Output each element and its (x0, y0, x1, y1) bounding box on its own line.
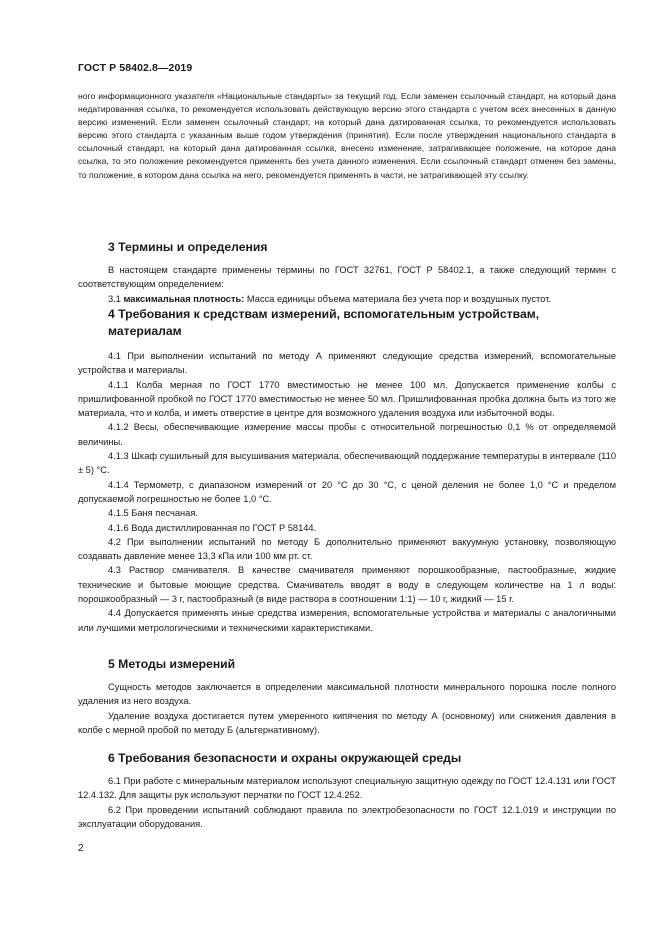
paragraph-4-1-5: 4.1.5 Баня песчаная. (108, 508, 198, 519)
intro-block (78, 90, 616, 182)
paragraph-4-3: 4.3 Раствор смачивателя. В качестве смачивателя применяют порошкообразные, пастообразные, жидкие технические и бытовые моющие средства. Смачиватель вводят в воду в следующем количестве на 1 л воды: порошкообразный — 3 г, пастообразный (в виде раствора в соотношении 1:1) — 10 г, жидкий — 15 г. (78, 565, 616, 605)
section-3-title: 3 Термины и определения (108, 240, 268, 254)
section-4-title-line2: материалам (108, 324, 182, 338)
term-name: максимальная плотность: (123, 293, 245, 304)
section-4 (78, 306, 616, 635)
paragraph-5-1: Сущность методов заключается в определении максимальной плотности минерального порошка после полного удаления из него воздуха. (78, 682, 616, 707)
section-4-title-line1: 4 Требования к средствам измерений, вспомогательным устройствам, (108, 307, 540, 321)
paragraph-6-2: 6.2 При проведении испытаний соблюдают правила по электробезопасности по ГОСТ 12.1.019 и инструкции по эксплуатации оборудования. (78, 804, 616, 829)
section-4-title (78, 306, 616, 340)
paragraph-4-1-6: 4.1.6 Вода дистиллированная по ГОСТ Р 58144. (108, 522, 317, 533)
paragraph-4-1-2: 4.1.2 Весы, обеспечивающие измерение массы пробы с относительной погрешностью 0,1 % от определяемой величины. (78, 422, 616, 447)
term-definition (78, 292, 616, 306)
paragraph-4-2: 4.2 При выполнении испытаний по методу Б дополнительно применяют вакуумную установку, позволяющую создавать давление менее 13,3 кПа или 100 мм рт. ст. (78, 536, 616, 562)
paragraph-4-1-1: 4.1.1 Колба мерная по ГОСТ 1770 вместимостью не менее 100 мл. Допускается применение колбы с пришлифованной пробкой по ГОСТ 1770 вместимостью не менее 50 мл. Пришлифованная пробка должна быть из того же материала, что и колба, и иметь отверстие в центре для возможного удаления воздуха или избыточной воды. (78, 379, 616, 419)
section-5 (78, 656, 616, 737)
term-number: 3.1 (108, 293, 121, 304)
paragraph-4-1-4: 4.1.4 Термометр, с диапазоном измерений от 20 °С до 30 °С, с ценой деления не более 1,0 °С и пределом допускаемой погрешностью не более 1,0 °С. (78, 479, 616, 504)
section-6 (78, 750, 616, 831)
section-3-paragraph: В настоящем стандарте применены термины по ГОСТ 32761, ГОСТ Р 58402.1, а также следующий термин с соответствующим определением: (78, 265, 616, 290)
paragraph-4-4: 4.4 Допускается применять иные средства измерения, вспомогательные устройства и материалы с аналогичными или лучшими метрологическими и техническими характеристиками. (78, 608, 616, 633)
paragraph-6-1: 6.1 При работе с минеральным материалом используют специальную защитную одежду по ГОСТ 12.4.131 или ГОСТ 12.4.132. Для защиты рук используют перчатки по ГОСТ 12.4.252. (78, 776, 616, 801)
paragraph-5-2: Удаление воздуха достигается путем умеренного кипячения по методу А (основному) или снижения давления в колбе с мерной пробой по методу Б (альтернативному). (78, 710, 616, 735)
page-number: 2 (78, 843, 84, 854)
paragraph-4-1: 4.1 При выполнении испытаний по методу А применяют следующие средства измерений, вспомогательные устройства и материалы. (78, 351, 616, 376)
paragraph-4-1-3: 4.1.3 Шкаф сушильный для высушивания материала, обеспечивающий поддержание температуры в интервале (110 ± 5) °С. (78, 451, 616, 476)
section-3 (78, 239, 616, 306)
term-text: Масса единицы объема материала без учета пор и воздушных пустот. (246, 293, 551, 304)
document-header: ГОСТ Р 58402.8—2019 (78, 62, 193, 74)
section-5-title: 5 Методы измерений (108, 657, 236, 671)
intro-paragraph: ного информационного указателя «Национальные стандарты» за текущий год. Если заменен ссылочный стандарт, на который дана недатированная ссылка, то рекомендуется использовать действующую версию этого стандарта с учетом всех внесенных в данную версию изменений. Если заменен ссылочный стандарт, на который дана датированная ссылка, то рекомендуется использовать версию этого стандарта с указанным выше годом утверждения (принятия). Если после утверждения национального стандарта в ссылочный стандарт, на который дана датированная ссылка, внесено изменение, затрагивающее положение, на которое дана ссылка, то это положение рекомендуется применять без учета данного изменения. Если ссылочный стандарт отменен без замены, то положение, в котором дана ссылка на него, рекомендуется применять в части, не затрагивающей эту ссылку. (78, 91, 616, 180)
section-6-title: 6 Требования безопасности и охраны окружающей среды (108, 751, 462, 765)
